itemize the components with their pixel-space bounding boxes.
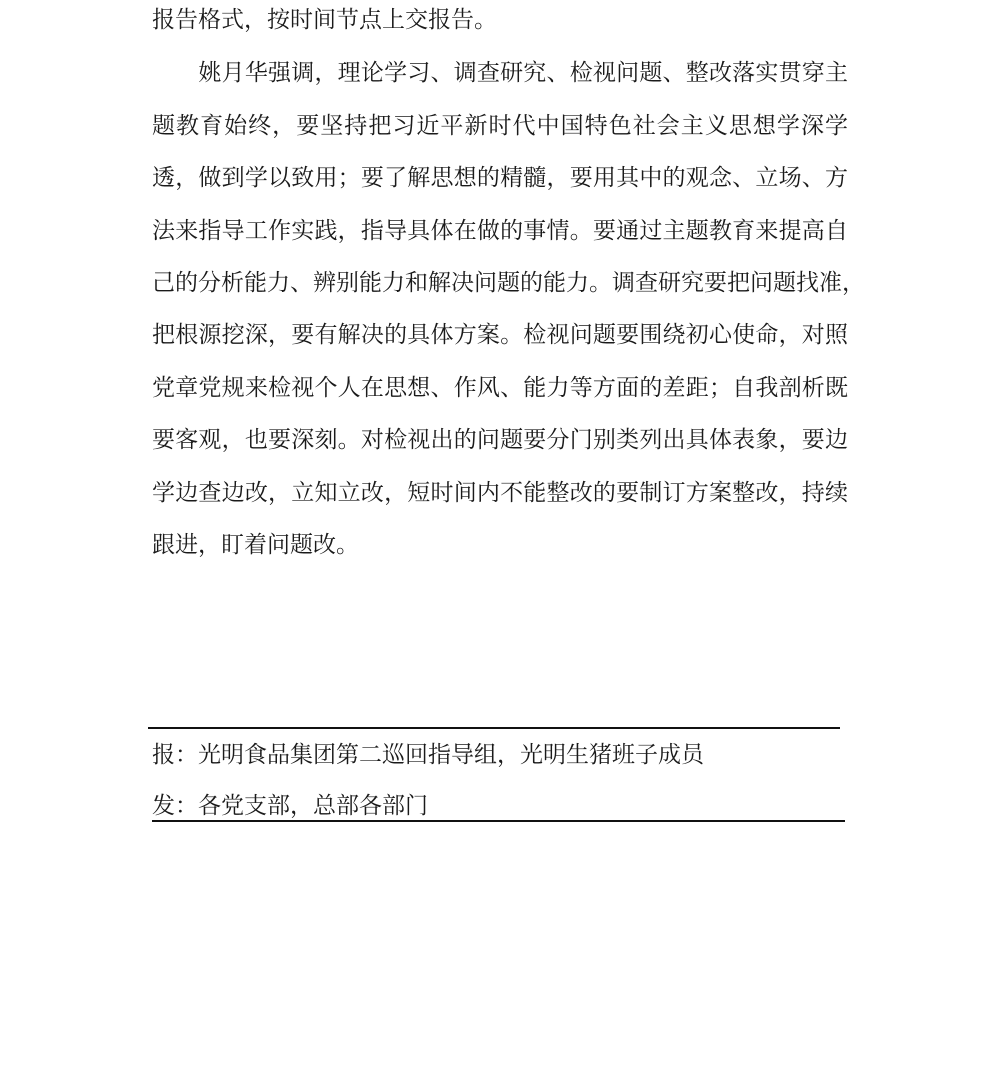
send-to-line: 发：各党支部，总部各部门 xyxy=(152,793,428,819)
paragraph-line-4: 透，做到学以致用；要了解思想的精髓，要用其中的观念、立场、方 xyxy=(152,165,848,191)
paragraph-line-8: 党章党规来检视个人在思想、作风、能力等方面的差距；自我剖析既 xyxy=(152,375,848,401)
paragraph-line-6: 己的分析能力、辨别能力和解决问题的能力。调查研究要把问题找准， xyxy=(152,270,865,296)
paragraph-line-3: 题教育始终，要坚持把习近平新时代中国特色社会主义思想学深学 xyxy=(152,113,848,139)
paragraph-line-2: 姚月华强调，理论学习、调查研究、检视问题、整改落实贯穿主 xyxy=(152,60,848,86)
paragraph-line-7: 把根源挖深，要有解决的具体方案。检视问题要围绕初心使命，对照 xyxy=(152,322,848,348)
paragraph-line-11: 跟进，盯着问题改。 xyxy=(152,532,359,558)
paragraph-line-1: 报告格式，按时间节点上交报告。 xyxy=(152,7,497,33)
report-to-line: 报：光明食品集团第二巡回指导组，光明生猪班子成员 xyxy=(152,742,704,768)
distribution-top-rule xyxy=(148,727,840,729)
paragraph-line-5: 法来指导工作实践，指导具体在做的事情。要通过主题教育来提高自 xyxy=(152,218,848,244)
distribution-bottom-rule xyxy=(152,820,845,822)
paragraph-line-10: 学边查边改，立知立改，短时间内不能整改的要制订方案整改，持续 xyxy=(152,480,848,506)
paragraph-line-9: 要客观，也要深刻。对检视出的问题要分门别类列出具体表象，要边 xyxy=(152,427,848,453)
